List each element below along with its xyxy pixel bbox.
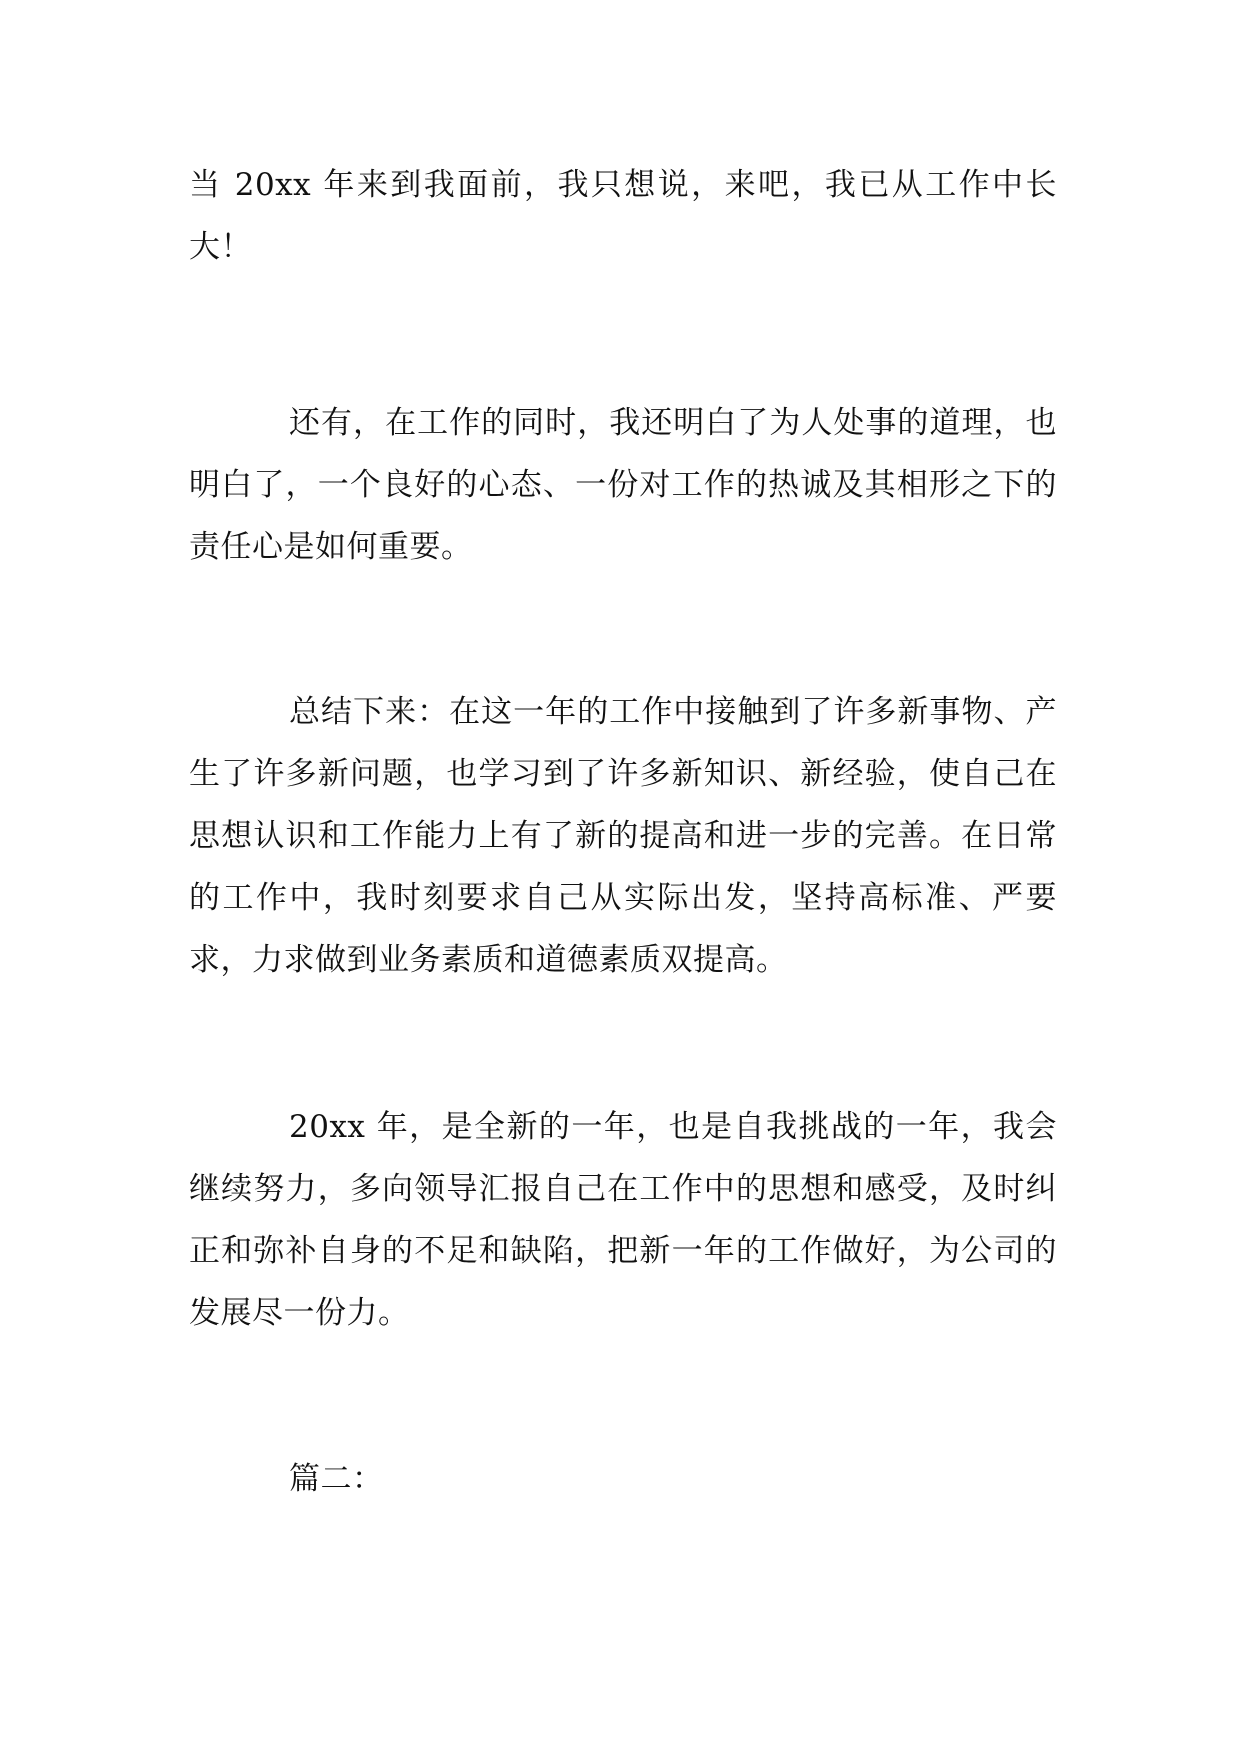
paragraph-conclusion-intro: 当 20xx 年来到我面前，我只想说，来吧，我已从工作中长大！ xyxy=(189,167,1057,265)
paragraph-new-year: 20xx 年，是全新的一年，也是自我挑战的一年，我会继续努力，多向领导汇报自己在工作中的思想和感受，及时纠正和弥补自身的不足和缺陷，把新一年的工作做好，为公司的发展尽一份力。 xyxy=(189,1109,1057,1331)
paragraph-attitude: 还有，在工作的同时，我还明白了为人处事的道理，也明白了，一个良好的心态、一份对工作的热诚及其相形之下的责任心是如何重要。 xyxy=(189,405,1057,565)
paragraph-summary: 总结下来：在这一年的工作中接触到了许多新事物、产生了许多新问题，也学习到了许多新知识、新经验，使自己在思想认识和工作能力上有了新的提高和进一步的完善。在日常的工作中，我时刻要求自己从实际出发，坚持高标准、严要求，力求做到业务素质和道德素质双提高。 xyxy=(189,694,1057,978)
section-heading-part-two: 篇二： xyxy=(289,1461,384,1497)
